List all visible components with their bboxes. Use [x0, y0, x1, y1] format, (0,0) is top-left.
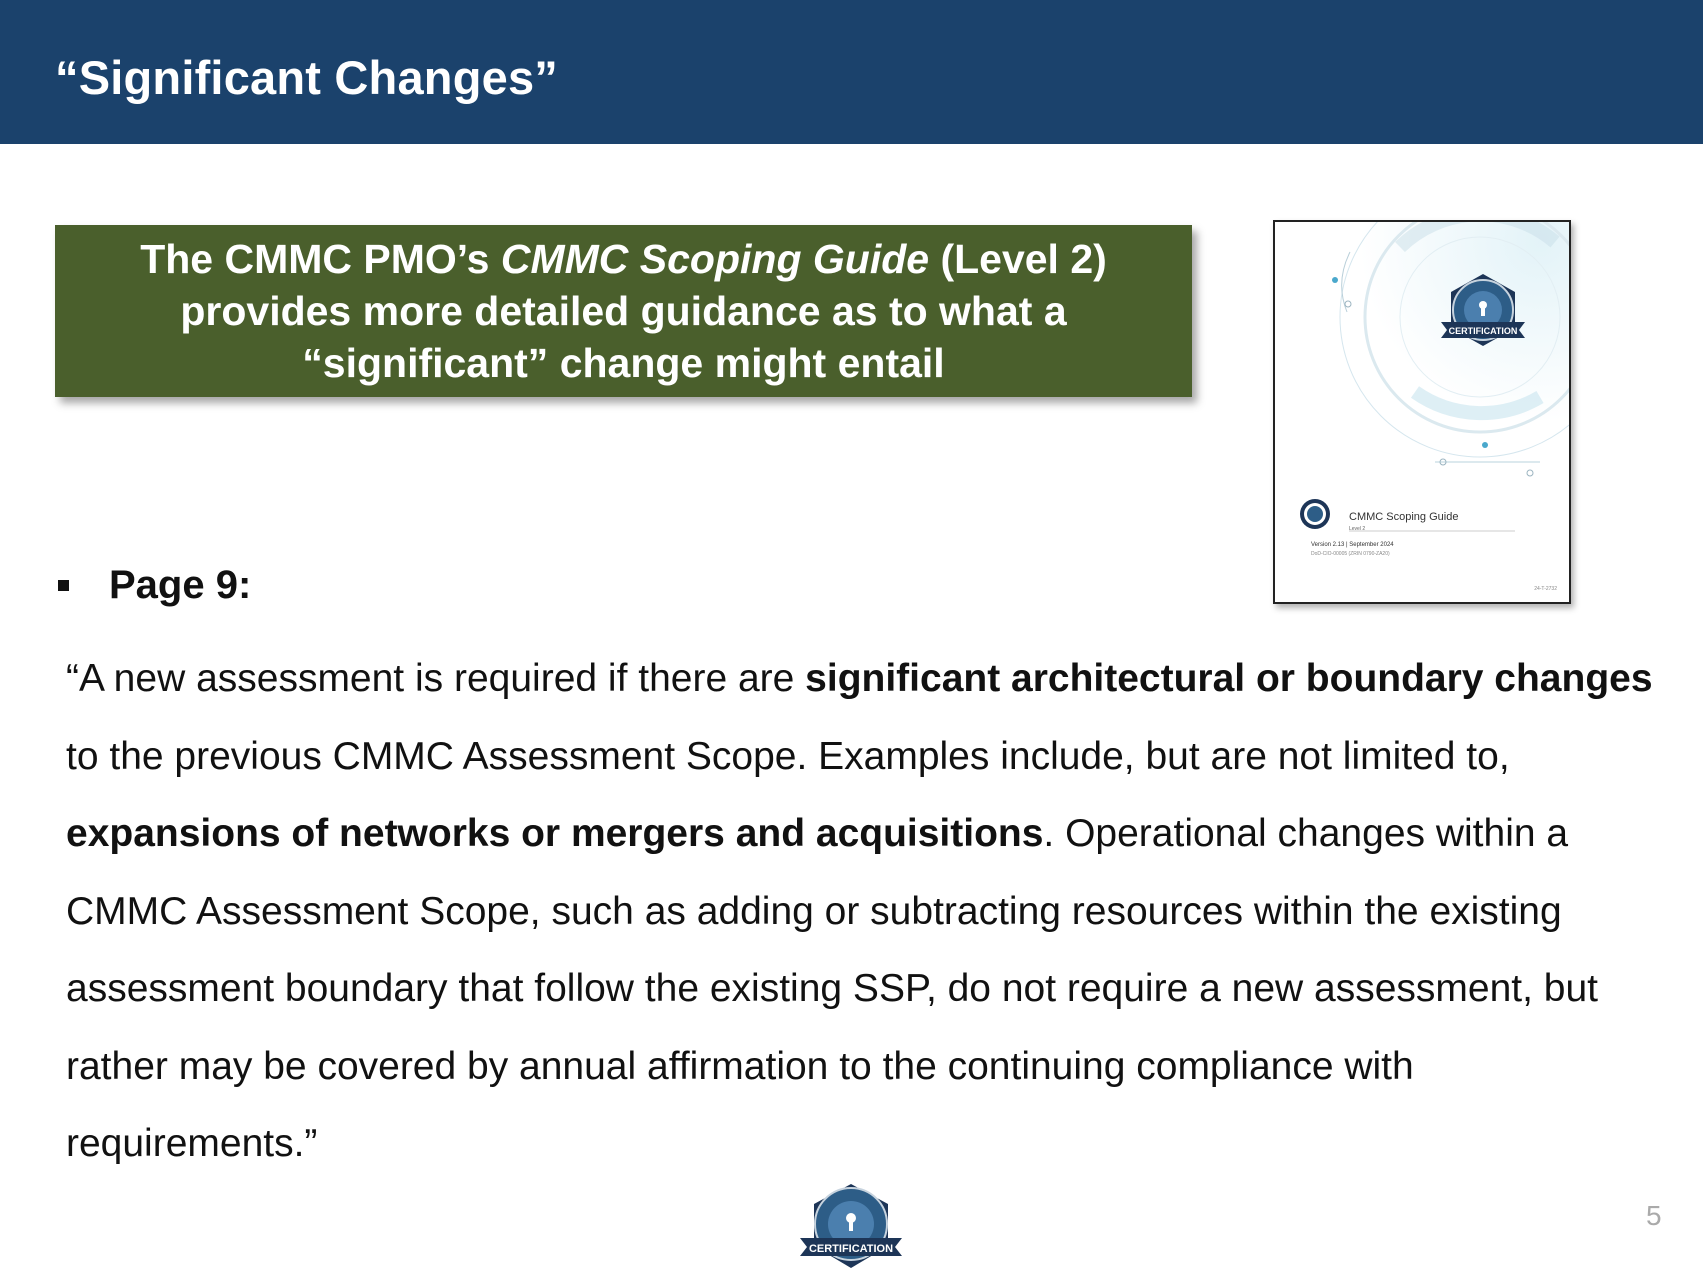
callout-line3: “significant” change might entail — [302, 340, 945, 386]
callout-text — [140, 233, 1107, 389]
quote-part-3: . Operational changes within a CMMC Assessment Scope, such as adding or subtracting resources within the existing assessment boundary that follow the existing SSP, do not require a new assessment, but rather may be covered by annual affirmation to the continuing compliance with requirements.” — [66, 812, 1598, 1165]
cover-level: Level 2 — [1349, 526, 1366, 532]
callout-line1-prefix: The CMMC PMO’s — [140, 236, 501, 282]
page-number: 5 — [1646, 1200, 1662, 1231]
cover-badge-label: CERTIFICATION — [1448, 326, 1518, 336]
cover-page-code: 24-T-2732 — [1534, 586, 1557, 592]
quote-part-1: “A new assessment is required if there are — [66, 657, 806, 700]
callout-guide-title: CMMC Scoping Guide — [500, 236, 930, 282]
callout-line1-suffix: (Level 2) — [929, 236, 1107, 282]
square-bullet-icon — [58, 580, 69, 591]
bullet-label: Page 9: — [109, 562, 252, 607]
cmmc-certification-logo — [798, 1180, 904, 1272]
slide-title: “Significant Changes” — [55, 51, 558, 104]
quote-part-2: to the previous CMMC Assessment Scope. Examples include, but are not limited to, — [66, 734, 1510, 778]
quote-bold-2: expansions of networks or mergers and acquisitions — [66, 812, 1044, 855]
header-bar — [0, 0, 1703, 144]
cover-reference: DoD-CIO-00005 (ZRIN 0790-ZA20) — [1311, 551, 1390, 557]
cover-title: CMMC Scoping Guide — [1349, 511, 1459, 523]
footer-logo-label: CERTIFICATION — [808, 1243, 894, 1255]
scoping-guide-cover-image — [1273, 220, 1571, 604]
callout-box — [55, 225, 1192, 397]
scoping-guide-quote — [66, 640, 1666, 1183]
quote-bold-1: significant architectural or boundary changes — [805, 657, 1653, 700]
cover-version: Version 2.13 | September 2024 — [1311, 542, 1394, 548]
callout-line2: provides more detailed guidance as to what a — [180, 288, 1067, 334]
bullet-page-9 — [58, 560, 251, 610]
